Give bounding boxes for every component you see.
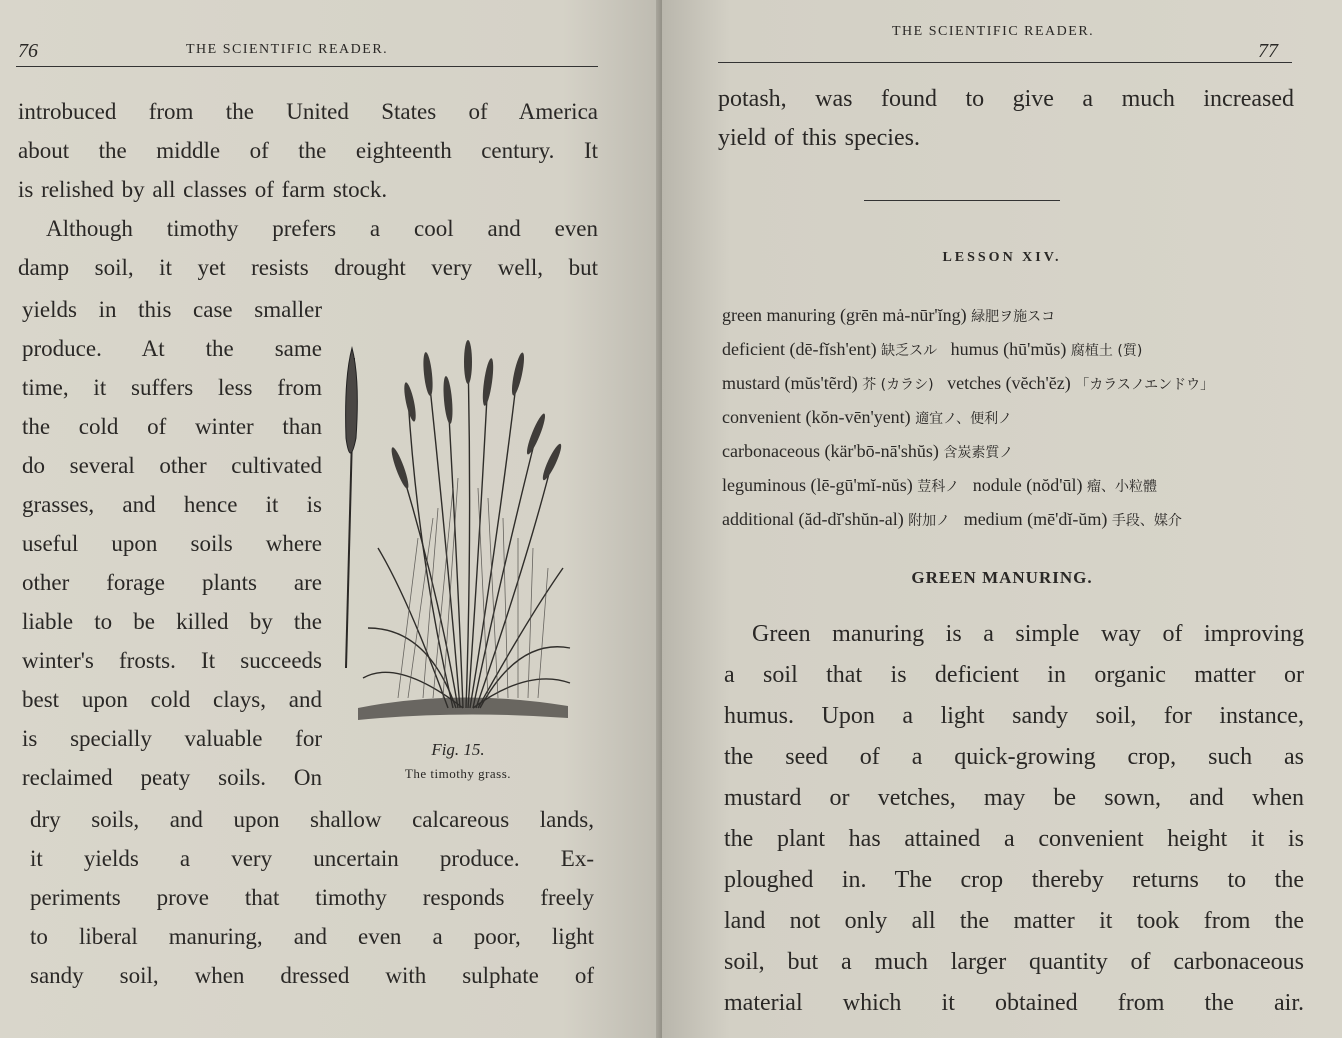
text-line: material which it obtained from the air. — [724, 990, 1304, 1016]
running-head-left: THE SCIENTIFIC READER. — [186, 42, 389, 57]
text-line: dry soils, and upon shallow calcareous lands, — [30, 807, 594, 832]
text-line: humus. Upon a light sandy soil, for instance, — [724, 703, 1304, 729]
text-line: winter's frosts. It succeeds — [22, 648, 322, 673]
text-line: introbuced from the United States of America — [18, 99, 598, 124]
left-text-wrapped — [22, 290, 322, 797]
vocab-row — [722, 468, 1214, 502]
vocab-translation: 手段、媒介 — [1111, 513, 1182, 529]
vocab-row — [722, 298, 1214, 332]
text-line: the plant has attained a convenient height it is — [724, 826, 1304, 852]
running-head-right: THE SCIENTIFIC READER. — [892, 24, 1095, 39]
left-text-top — [18, 92, 598, 287]
text-line: the seed of a quick-growing crop, such as — [724, 744, 1304, 770]
vocab-translation: 緑肥ヲ施スコ — [971, 309, 1056, 325]
right-page — [662, 0, 1342, 1038]
text-line: periments prove that timothy responds freely — [30, 885, 594, 910]
text-line: the cold of winter than — [22, 414, 322, 439]
vocab-term: additional (ăd-dĭ'shŭn-al) — [722, 509, 904, 529]
vocab-term: vetches (vĕch'ĕz) — [947, 373, 1071, 393]
text-line: liable to be killed by the — [22, 609, 322, 634]
text-line: Although timothy prefers a cool and even — [46, 216, 598, 241]
left-page — [0, 0, 662, 1038]
figure-number: Fig. 15. — [431, 740, 485, 759]
vocab-term: nodule (nŏd'ūl) — [972, 475, 1083, 495]
text-line: land not only all the matter it took from the — [724, 908, 1304, 934]
section-divider — [864, 200, 1060, 201]
figure-timothy-grass — [338, 338, 578, 798]
text-line: best upon cold clays, and — [22, 687, 322, 712]
text-line: damp soil, it yet resists drought very well, but — [18, 255, 598, 280]
text-line: yield of this species. — [718, 125, 920, 151]
vocab-term: leguminous (lē-gū'mĭ-nŭs) — [722, 475, 913, 495]
vocab-translation: 缺乏スル — [881, 343, 938, 359]
vocab-translation: 「カラスノエンドウ」 — [1075, 377, 1215, 393]
timothy-grass-illustration — [338, 338, 578, 738]
text-line: is specially valuable for — [22, 726, 322, 751]
text-line: grasses, and hence it is — [22, 492, 322, 517]
vocab-translation: 含炭素質ノ — [943, 445, 1014, 461]
text-line: produce. At the same — [22, 336, 322, 361]
text-line: do several other cultivated — [22, 453, 322, 478]
text-line: sandy soil, when dressed with sulphate of — [30, 963, 594, 988]
vocab-row — [722, 400, 1214, 434]
vocab-translation: 適宜ノ、便利ノ — [915, 411, 1013, 427]
text-line: reclaimed peaty soils. On — [22, 765, 322, 790]
right-text-top — [718, 80, 1294, 158]
figure-caption: The timothy grass. — [404, 766, 512, 781]
text-line: other forage plants are — [22, 570, 322, 595]
header-rule-left — [16, 66, 598, 67]
text-line: is relished by all classes of farm stock. — [18, 177, 388, 202]
vocabulary-list — [722, 298, 1214, 536]
text-line: ploughed in. The crop thereby returns to the — [724, 867, 1304, 893]
text-line: soil, but a much larger quantity of carbonaceous — [724, 949, 1304, 975]
text-line: mustard or vetches, may be sown, and when — [724, 785, 1304, 811]
vocab-translation: 瘤、小粒體 — [1086, 479, 1157, 495]
vocab-row — [722, 434, 1214, 468]
page-number-right: 77 — [1258, 40, 1278, 62]
vocab-term: carbonaceous (kär'bō-nā'shŭs) — [722, 441, 939, 461]
text-line: time, it suffers less from — [22, 375, 322, 400]
text-line: about the middle of the eighteenth century. It — [18, 138, 598, 163]
vocab-translation: 腐植土 (質) — [1070, 343, 1143, 359]
text-line: yields in this case smaller — [22, 297, 322, 322]
vocab-translation: 荳科ノ — [917, 479, 960, 495]
right-text-body — [724, 614, 1304, 1024]
vocab-translation: 芥 (カラシ) — [862, 377, 934, 393]
text-line: it yields a very uncertain produce. Ex- — [30, 846, 594, 871]
vocab-term: deficient (dē-fĭsh'ent) — [722, 339, 877, 359]
text-line: useful upon soils where — [22, 531, 322, 556]
text-line: a soil that is deficient in organic matter or — [724, 662, 1304, 688]
text-line: potash, was found to give a much increased — [718, 86, 1294, 112]
vocab-row — [722, 332, 1214, 366]
text-line: Green manuring is a simple way of improving — [752, 621, 1304, 647]
left-text-bottom — [30, 800, 594, 995]
text-line: to liberal manuring, and even a poor, light — [30, 924, 594, 949]
lesson-title: LESSON XIV. — [942, 250, 1062, 265]
section-title: GREEN MANURING. — [911, 568, 1093, 587]
vocab-term: medium (mē'dĭ-ŭm) — [963, 509, 1108, 529]
vocab-term: mustard (mŭs'tẽrd) — [722, 373, 858, 393]
header-rule-right — [718, 62, 1292, 63]
vocab-term: humus (hū'mŭs) — [950, 339, 1067, 359]
vocab-term: green manuring (grēn mȧ-nūr'ĭng) — [722, 305, 967, 325]
page-number-left: 76 — [18, 40, 38, 62]
vocab-row — [722, 502, 1214, 536]
vocab-row — [722, 366, 1214, 400]
vocab-translation: 附加ノ — [908, 513, 951, 529]
vocab-term: convenient (kŏn-vēn'yent) — [722, 407, 911, 427]
